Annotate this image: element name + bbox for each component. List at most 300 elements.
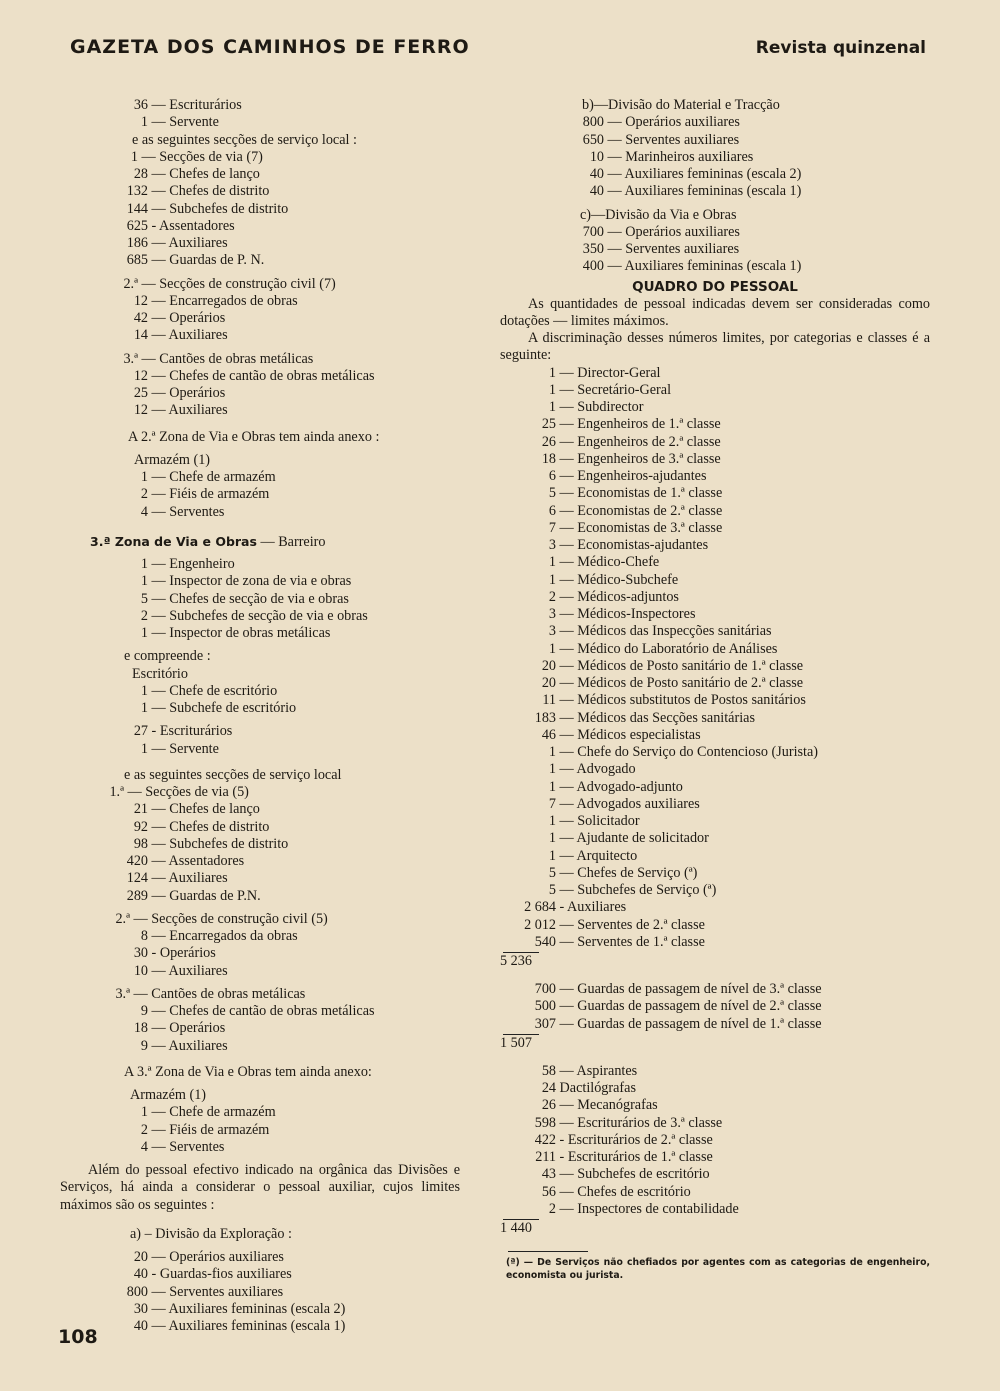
item-label: — Auxiliares [148, 402, 228, 419]
item-count: 1 [548, 830, 556, 847]
item-count: 20 [133, 1249, 148, 1266]
list-item [60, 1038, 460, 1055]
item-count: 1 [548, 640, 556, 657]
item-count: 420 [126, 853, 148, 869]
list-item [500, 1115, 930, 1132]
item-label: — Auxiliares femininas (escala 1) [148, 1318, 346, 1335]
item-label: — Chefe de escritório [148, 682, 278, 699]
list-item [60, 1122, 460, 1139]
item-count: 2.ª [123, 275, 138, 292]
item-count: 92 [133, 818, 148, 835]
page-number: 108 [58, 1326, 98, 1348]
item-label: — Engenheiros-ajudantes [556, 468, 707, 485]
list-item [500, 1097, 930, 1114]
item-label: — Fiéis de armazém [148, 1121, 270, 1138]
list-item [60, 767, 460, 784]
item-label: - Assentadores [148, 217, 235, 234]
item-count: 144 [126, 200, 148, 217]
list-item [60, 310, 460, 327]
item-count: 26 [541, 1097, 556, 1114]
spacer [500, 972, 930, 981]
item-count: 3.ª [123, 350, 138, 367]
item-count: 3 [548, 623, 556, 640]
list-item [60, 1139, 460, 1156]
item-count: 30 [133, 945, 148, 962]
item-label: - Operários [148, 945, 216, 962]
list-item [500, 1184, 930, 1201]
item-label: c)—Divisão da Via e Obras [580, 206, 737, 223]
item-label: — Arquitecto [556, 847, 638, 864]
list-item [60, 888, 460, 905]
spacer [500, 1054, 930, 1063]
item-count: 1 [140, 469, 148, 485]
item-label: e as seguintes secções de serviço local [124, 766, 342, 783]
item-count: 18 [133, 1020, 148, 1037]
quadro-paragraph-1: As quantidades de pessoal indicadas devem ser consideradas como dotações — limites máximos. [500, 295, 930, 329]
item-label: — Barreiro [256, 533, 326, 550]
page-header [70, 36, 926, 66]
footnote-rule [508, 1251, 588, 1252]
item-count: 1 [548, 761, 556, 778]
item-label: — Auxiliares [148, 327, 228, 344]
list-item [500, 1063, 930, 1080]
item-label: — Auxiliares femininas (escala 2) [604, 166, 802, 182]
list-item [60, 963, 460, 980]
item-label: — Serventes [148, 503, 225, 520]
item-count: 6 [548, 468, 556, 485]
list-item [500, 710, 930, 727]
item-label: Armazém (1) [130, 1087, 207, 1103]
item-label: — Operários auxiliares [604, 223, 740, 240]
list-item [60, 385, 460, 402]
item-label: — Auxiliares [148, 1037, 228, 1054]
item-label: — Operários auxiliares [148, 1249, 284, 1266]
item-count: 25 [541, 416, 556, 433]
item-count: 27 [133, 723, 148, 740]
list-item [60, 1284, 460, 1301]
item-label: — Subdirector [556, 399, 644, 416]
list-item [60, 1318, 460, 1335]
item-count: 14 [133, 327, 148, 344]
list-item [500, 1016, 930, 1033]
total-value: 1 440 [500, 1220, 532, 1237]
item-count: 1 [140, 682, 148, 699]
list-item [60, 666, 460, 683]
item-label: — Servente [148, 114, 219, 131]
total-row [500, 1033, 930, 1054]
item-count: 25 [133, 385, 148, 401]
item-label: — Cantões de obras metálicas [138, 350, 314, 367]
item-label: — Chefes de cantão de obras metálicas [148, 1003, 375, 1019]
list-item [60, 608, 460, 625]
item-label: — Mecanógrafas [556, 1097, 658, 1114]
list-item [60, 402, 460, 419]
item-label: — Serventes de 1.ª classe [556, 933, 705, 950]
item-label: — Chefes de lanço [148, 801, 260, 818]
list-item [500, 779, 930, 796]
item-count: 685 [126, 252, 148, 269]
list-item [60, 132, 460, 149]
list-item [60, 723, 460, 740]
publication-frequency: Revista quinzenal [755, 38, 926, 58]
list-item [60, 1003, 460, 1020]
item-label: — Secções de construção civil (7) [138, 275, 336, 292]
item-label: — Serventes auxiliares [604, 241, 740, 257]
item-count: 7 [548, 795, 556, 812]
item-label: — Serventes auxiliares [148, 1283, 284, 1300]
item-count: 2 [548, 1200, 556, 1217]
total-row [500, 951, 930, 972]
item-count: 3 [548, 537, 556, 554]
list-item [60, 945, 460, 962]
item-label: - Escriturários de 2.ª classe [556, 1131, 713, 1148]
item-label: — Director-Geral [556, 364, 661, 381]
item-label: — Guardas de passagem de nível de 2.ª classe [556, 998, 822, 1015]
item-count: 24 [541, 1080, 556, 1097]
list-item [60, 429, 460, 446]
list-item [500, 520, 930, 537]
item-label: — Secções de via (5) [124, 784, 249, 800]
list-item [500, 1149, 930, 1166]
item-count: 5 [140, 590, 148, 607]
item-label: - Guardas-fios auxiliares [148, 1266, 292, 1283]
item-label: — Servente [148, 740, 219, 757]
list-item [500, 434, 930, 451]
item-count: 1 [140, 740, 148, 757]
division-list-bc [500, 97, 930, 276]
list-item [500, 1132, 930, 1149]
item-label: — Operários [148, 1020, 226, 1037]
spacer [60, 758, 460, 767]
spacer [60, 1214, 460, 1226]
item-count: 2 012 [524, 916, 556, 933]
item-count: 20 [541, 675, 556, 692]
item-count: 9 [140, 1037, 148, 1054]
item-count: 400 [582, 258, 604, 275]
item-count: 183 [534, 709, 556, 726]
item-label: — Operários [148, 310, 226, 326]
list-item [500, 554, 930, 571]
item-label: Armazém (1) [134, 451, 211, 468]
item-label: — Médicos especialistas [556, 726, 701, 743]
item-count: 2 [140, 486, 148, 503]
list-item [60, 351, 460, 368]
quadro-paragraph-2: A discriminação desses números limites, por categorias e classes é a seguinte: [500, 330, 930, 364]
list-item [500, 1166, 930, 1183]
item-label: Escritório [132, 665, 188, 682]
item-count: 21 [133, 801, 148, 818]
list-item [500, 149, 930, 166]
item-count: 46 [541, 726, 556, 743]
item-label: — Médicos das Inspecções sanitárias [556, 623, 772, 640]
list-item [500, 365, 930, 382]
item-label: — Chefes de Serviço (ª) [556, 864, 698, 881]
item-label: — Médico-Subchefe [556, 571, 679, 588]
item-count: 1 [140, 625, 148, 641]
list-item [500, 641, 930, 658]
item-label: — Subchefes de Serviço (ª) [556, 882, 717, 899]
item-count: 4 [140, 1138, 148, 1155]
item-count: 1 [140, 700, 148, 716]
item-label: — Inspector de obras metálicas [148, 625, 331, 641]
list-item [60, 252, 460, 269]
item-count: 42 [133, 310, 148, 326]
item-count: 7 [548, 519, 556, 536]
list-item [500, 503, 930, 520]
list-item [500, 998, 930, 1015]
item-count: 2.ª [115, 910, 130, 927]
item-label: — Escriturários [148, 97, 242, 113]
item-count: 8 [140, 928, 148, 944]
list-item [500, 830, 930, 847]
item-count: 40 [133, 1266, 148, 1283]
item-count: 12 [133, 367, 148, 384]
item-label: — Engenheiros de 1.ª classe [556, 416, 721, 433]
list-item [500, 675, 930, 692]
item-label: — Advogados auxiliares [556, 795, 700, 812]
item-count: 307 [534, 1015, 556, 1032]
item-count: 800 [126, 1283, 148, 1300]
item-count: 1 [548, 571, 556, 588]
item-count: 350 [582, 241, 604, 257]
item-count: 5 [548, 485, 556, 502]
list-item [60, 573, 460, 590]
list-item [60, 469, 460, 486]
item-label: — Médico do Laboratório de Análises [556, 640, 778, 657]
item-label: — Guardas de P. N. [148, 252, 265, 269]
list-item [60, 911, 460, 928]
item-count: 10 [589, 148, 604, 165]
spacer [60, 521, 460, 533]
item-count: 43 [541, 1166, 556, 1183]
item-label: - Auxiliares [556, 899, 627, 916]
item-label: — Auxiliares femininas (escala 2) [148, 1300, 346, 1317]
list-item [60, 183, 460, 200]
list-item [60, 1020, 460, 1037]
list-item [60, 368, 460, 385]
item-count: 1 [548, 554, 556, 571]
list-item [60, 819, 460, 836]
item-label: — Auxiliares [148, 235, 228, 251]
list-item [60, 1301, 460, 1318]
item-count: 1 [548, 813, 556, 830]
item-label: — Assentadores [148, 853, 245, 869]
item-count: 1 [548, 399, 556, 416]
item-label: — Subchefe de escritório [148, 700, 297, 716]
item-count: 500 [534, 998, 556, 1015]
list-item [500, 224, 930, 241]
item-label: — Subchefes de distrito [148, 835, 289, 852]
list-item [500, 485, 930, 502]
item-label: — Engenheiros de 2.ª classe [556, 433, 721, 450]
list-item [60, 166, 460, 183]
item-label: — Economistas de 1.ª classe [556, 485, 723, 502]
footnote: (ª) — De Serviços não chefiados por agentes com as categorias de engenheiro, economista ou jurista. [506, 1257, 930, 1282]
publication-title: GAZETA DOS CAMINHOS DE FERRO [70, 36, 470, 58]
item-count: 11 [542, 692, 556, 709]
list-item [60, 1266, 460, 1283]
paragraph: Além do pessoal efectivo indicado na orgânica das Divisões e Serviços, há ainda a considerar o pessoal auxiliar, cujos limites máximos são os seguintes : [60, 1162, 460, 1213]
item-label: e as seguintes secções de serviço local : [132, 131, 357, 148]
list-item [60, 870, 460, 887]
item-label: — Ajudante de solicitador [556, 830, 709, 847]
item-label: — Economistas-ajudantes [556, 537, 709, 554]
list-item [60, 486, 460, 503]
item-label: e compreende : [124, 648, 211, 665]
list-item [60, 293, 460, 310]
list-item [500, 727, 930, 744]
item-count: 2 684 [524, 899, 556, 916]
list-item [500, 468, 930, 485]
item-label: — Secções de construção civil (5) [130, 910, 328, 927]
item-count: 211 [535, 1149, 556, 1166]
quadro-title: QUADRO DO PESSOAL [632, 278, 798, 295]
list-item [60, 149, 460, 166]
list-item [60, 1249, 460, 1266]
list-item [500, 572, 930, 589]
item-label: A 3.ª Zona de Via e Obras tem ainda anexo: [124, 1063, 372, 1080]
item-label: — Marinheiros auxiliares [604, 148, 754, 165]
item-count: 4 [140, 503, 148, 520]
item-label: — Auxiliares [148, 962, 228, 979]
list-item [60, 591, 460, 608]
item-label: — Guardas de P.N. [148, 887, 261, 904]
item-label: — Auxiliares femininas (escala 1) [604, 258, 802, 275]
list-item [60, 114, 460, 131]
item-count: 1 [548, 778, 556, 795]
list-item [500, 917, 930, 934]
item-label: — Serventes auxiliares [604, 131, 740, 148]
item-label: — Serventes de 2.ª classe [556, 916, 705, 933]
item-count: 1 [130, 148, 138, 165]
item-count: 625 [126, 217, 148, 234]
item-label: — Chefes de escritório [556, 1183, 691, 1200]
item-count: 98 [133, 835, 148, 852]
item-label: — Médicos de Posto sanitário de 1.ª classe [556, 657, 804, 674]
item-label: — Advogado-adjunto [556, 778, 683, 795]
item-count: 10 [133, 962, 148, 979]
list-item [500, 114, 930, 131]
list-item [500, 1080, 930, 1097]
total-rule [503, 952, 539, 953]
list-item [500, 899, 930, 916]
item-count: 1 [140, 114, 148, 131]
item-count: 5 [548, 882, 556, 899]
list-item [500, 207, 930, 224]
item-label: — Médico-Chefe [556, 554, 660, 571]
list-item [60, 853, 460, 870]
item-label: — Guardas de passagem de nível de 1.ª classe [556, 1015, 822, 1032]
item-label: — Encarregados de obras [148, 292, 298, 309]
item-count: 2 [548, 588, 556, 605]
item-count: 5 [548, 864, 556, 881]
spacer [60, 420, 460, 429]
list-item [500, 934, 930, 951]
list-item [60, 556, 460, 573]
item-count: 1 [140, 1104, 148, 1121]
item-count: 422 [534, 1131, 556, 1148]
item-label: — Inspectores de contabilidade [556, 1200, 739, 1217]
item-label: — Chefes de lanço [148, 166, 260, 182]
item-count: 1 [140, 556, 148, 572]
total-value: 5 236 [500, 953, 532, 970]
list-item [500, 537, 930, 554]
list-item [60, 1087, 460, 1104]
item-label: — Subchefes de secção de via e obras [148, 607, 368, 624]
list-item [60, 741, 460, 758]
list-item [500, 451, 930, 468]
item-label: — Chefes de distrito [148, 183, 270, 200]
list-item [500, 416, 930, 433]
item-count: 2 [140, 1121, 148, 1138]
item-label: — Chefes de cantão de obras metálicas [148, 367, 375, 384]
item-count: 1.ª [109, 784, 124, 800]
item-count: 9 [140, 1003, 148, 1019]
list-item [60, 836, 460, 853]
list-item [500, 97, 930, 114]
item-label: — Economistas de 3.ª classe [556, 519, 723, 536]
item-count: 56 [541, 1183, 556, 1200]
list-item [500, 606, 930, 623]
item-label: — Secções de via (7) [138, 148, 263, 165]
item-label: — Operários [148, 385, 226, 401]
item-count: 1 [548, 381, 556, 398]
item-count: 20 [541, 657, 556, 674]
list-item [500, 623, 930, 640]
spacer [60, 1055, 460, 1064]
item-label: — Chefe do Serviço do Contencioso (Jurista) [556, 744, 819, 761]
list-item [60, 784, 460, 801]
list-item [60, 533, 460, 550]
zone-heading: 3.ª Zona de Via e Obras [90, 533, 257, 549]
item-count: 2 [140, 607, 148, 624]
list-item [60, 801, 460, 818]
item-count: 132 [126, 183, 148, 200]
item-label: — Advogado [556, 761, 636, 778]
item-count: 598 [534, 1114, 556, 1131]
item-label: — Aspirantes [556, 1062, 638, 1079]
item-label: Dactilógrafas [556, 1080, 636, 1097]
item-label: — Chefes de distrito [148, 818, 270, 835]
list-item [500, 744, 930, 761]
item-label: — Solicitador [556, 813, 640, 830]
item-count: 1 [140, 573, 148, 590]
list-item [60, 928, 460, 945]
item-label: — Médicos-adjuntos [556, 588, 679, 605]
item-count: 58 [541, 1062, 556, 1079]
list-item [60, 1104, 460, 1121]
item-label: — Operários auxiliares [604, 114, 740, 131]
item-label: - Escriturários de 1.ª classe [556, 1149, 713, 1166]
item-count: 40 [589, 183, 604, 200]
list-item [60, 327, 460, 344]
total-rule [503, 1219, 539, 1220]
list-item [500, 241, 930, 258]
list-item [60, 97, 460, 114]
left-column [60, 97, 460, 1335]
list-item [60, 235, 460, 252]
list-item [60, 700, 460, 717]
item-label: — Subchefes de distrito [148, 200, 289, 217]
list-item [500, 796, 930, 813]
item-label: b)—Divisão do Material e Tracção [582, 97, 780, 113]
item-label: — Médicos de Posto sanitário de 2.ª classe [556, 675, 804, 692]
item-label: — Médicos das Secções sanitárias [556, 709, 755, 726]
item-count: 6 [548, 502, 556, 519]
item-count: 30 [133, 1300, 148, 1317]
item-count: 28 [133, 166, 148, 182]
list-item [500, 132, 930, 149]
